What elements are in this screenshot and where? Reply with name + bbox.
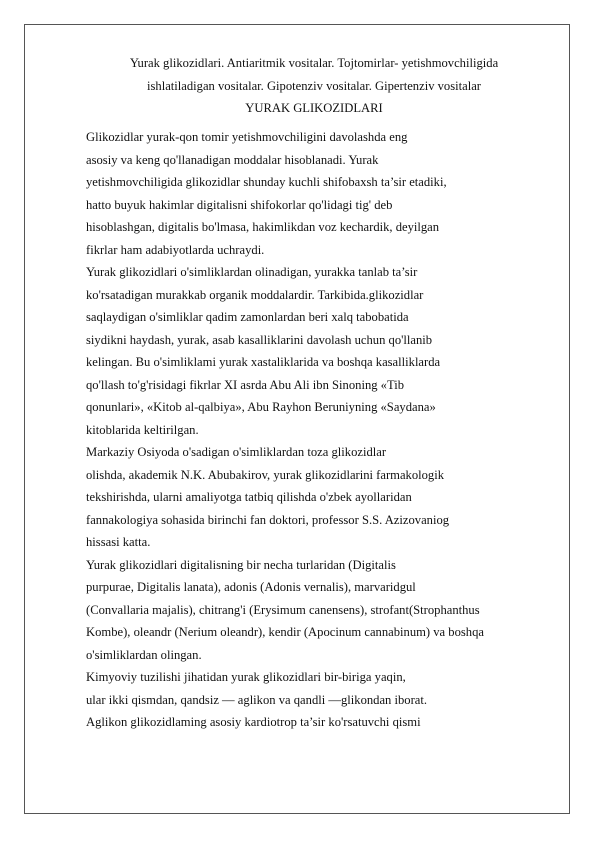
text-line: Kombe), oleandr (Nerium oleandr), kendir (Apocinum cannabinum) va boshqa	[86, 625, 484, 639]
text-line: kelingan. Bu o'simliklami yurak xastaliklarida va boshqa kasalliklarda	[86, 355, 441, 369]
text-line: kitoblarida keltirilgan.	[86, 422, 199, 437]
body-text	[86, 126, 546, 734]
text-line: asosiy va keng qo'llanadigan moddalar hisoblanadi. Yurak	[86, 152, 379, 167]
text-line: Glikozidlar yurak-qon tomir yetishmovchiligini davolashda eng	[86, 130, 408, 144]
text-line: ko'rsatadigan murakkab organik moddalardir. Tarkibida.glikozidlar	[86, 287, 424, 302]
text-line: fannakologiya sohasida birinchi fan doktori, professor S.S. Azizovaniog	[86, 512, 450, 527]
section-heading: YURAK GLIKOZIDLARI	[245, 101, 383, 115]
text-line: hissasi katta.	[86, 535, 151, 549]
text-line: hatto buyuk hakimlar digitalisni shifokorlar qo'lidagi tig' deb	[86, 197, 393, 212]
text-line: o'simliklardan olingan.	[86, 647, 202, 662]
document-title	[84, 52, 544, 120]
text-line: olishda, akademik N.K. Abubakirov, yurak glikozidlarini farmakologik	[86, 467, 445, 482]
text-line: Yurak glikozidlari o'simliklardan olinadigan, yurakka tanlab ta’sir	[86, 265, 418, 279]
text-line: hisoblashgan, digitalis bo'lmasa, hakimlikdan voz kechardik, deyilgan	[86, 220, 440, 234]
text-line: Kimyoviy tuzilishi jihatidan yurak glikozidlari bir-biriga yaqin,	[86, 670, 406, 684]
text-line: saqlaydigan o'simliklar qadim zamonlardan beri xalq tabobatida	[86, 310, 409, 324]
text-line: purpurae, Digitalis lanata), adonis (Adonis vernalis), marvaridgul	[86, 580, 416, 594]
text-line: Yurak glikozidlari digitalisning bir necha turlaridan (Digitalis	[86, 557, 396, 572]
text-line: Markaziy Osiyoda o'sadigan o'simliklardan toza glikozidlar	[86, 445, 387, 459]
text-line: Aglikon glikozidlaming asosiy kardiotrop ta’sir ko'rsatuvchi qismi	[86, 715, 421, 729]
text-line: fikrlar ham adabiyotlarda uchraydi.	[86, 242, 265, 257]
text-line: qo'llash to'g'risidagi fikrlar XI asrda Abu Ali ibn Sinoning «Tib	[86, 377, 405, 392]
text-line: qonunlari», «Kitob al-qalbiya», Abu Rayhon Beruniyning «Saydana»	[86, 400, 436, 414]
title-line-2: ishlatiladigan vositalar. Gipotenziv vositalar. Gipertenziv vositalar	[147, 78, 481, 93]
text-line: tekshirishda, ularni amaliyotga tatbiq qilishda o'zbek ayollaridan	[86, 490, 412, 504]
text-line: (Convallaria majalis), chitrang'i (Erysimum canensens), strofant(Strophanthus	[86, 602, 480, 617]
text-line: yetishmovchiligida glikozidlar shunday kuchli shifobaxsh ta’sir etadiki,	[86, 175, 447, 189]
text-line: ular ikki qismdan, qandsiz — aglikon va qandli —glikondan iborat.	[86, 692, 428, 707]
title-line-1: Yurak glikozidlari. Antiaritmik vositalar. Tojtomirlar- yetishmovchiligida	[129, 56, 499, 70]
text-line: siydikni haydash, yurak, asab kasalliklarini davolash uchun qo'llanib	[86, 332, 433, 347]
